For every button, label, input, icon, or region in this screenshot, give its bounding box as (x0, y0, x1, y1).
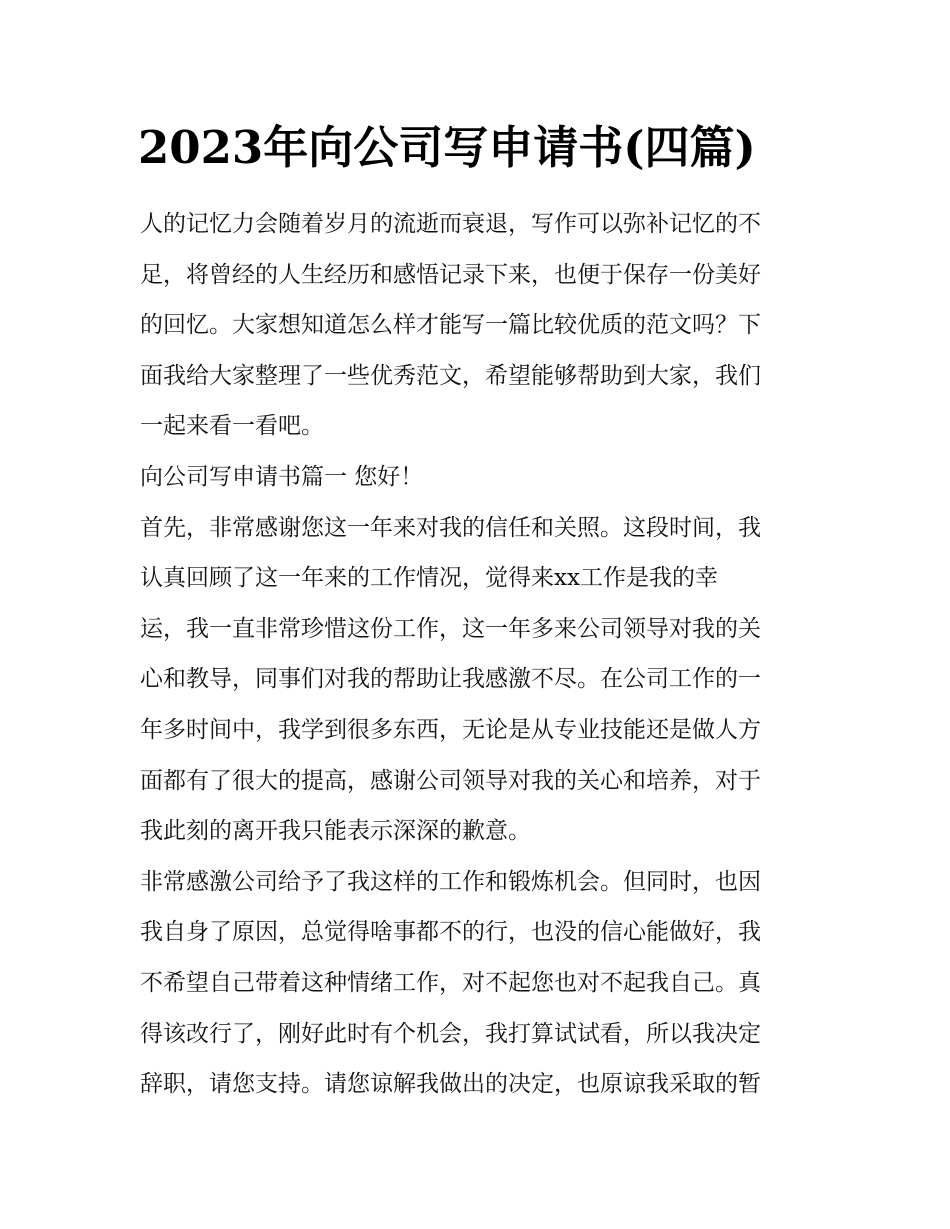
text-line: 面都有了很大的提高，感谢公司领导对我的关心和培养，对于 (140, 767, 761, 794)
text-line: 得该改行了，刚好此时有个机会，我打算试试看，所以我决定 (140, 1020, 761, 1047)
text-line: 我此刻的离开我只能表示深深的歉意。 (140, 818, 531, 845)
text-line: 年多时间中，我学到很多东西，无论是从专业技能还是做人方 (140, 716, 761, 743)
text-line: 首先，非常感谢您这一年来对我的信任和关照。这段时间，我 (140, 514, 761, 541)
section-heading-line: 向公司写申请书篇一 您好！ (140, 463, 424, 490)
text-line: 一起来看一看吧。 (140, 413, 324, 440)
document-body (140, 199, 820, 1110)
text-line: 足，将曾经的人生经历和感悟记录下来，也便于保存一份美好 (140, 261, 761, 288)
text-line: 不希望自己带着这种情绪工作，对不起您也对不起我自己。真 (140, 969, 761, 996)
text-line: 我自身了原因，总觉得啥事都不的行，也没的信心能做好，我 (140, 919, 761, 946)
text-line: 非常感激公司给予了我这样的工作和锻炼机会。但同时，也因 (140, 868, 761, 895)
text-line: 的回忆。大家想知道怎么样才能写一篇比较优质的范文吗？下 (140, 312, 761, 339)
document-title: 2023年向公司写申请书(四篇) (138, 121, 756, 174)
text-line: 认真回顾了这一年来的工作情况，觉得来xx工作是我的幸 (140, 565, 718, 592)
text-line: 面我给大家整理了一些优秀范文，希望能够帮助到大家，我们 (140, 362, 761, 389)
text-line: 人的记忆力会随着岁月的流逝而衰退，写作可以弥补记忆的不 (140, 211, 761, 237)
text-line: 运，我一直非常珍惜这份工作，这一年多来公司领导对我的关 (140, 615, 761, 642)
text-line: 辞职，请您支持。请您谅解我做出的决定，也原谅我采取的暂 (140, 1071, 761, 1098)
text-line: 心和教导，同事们对我的帮助让我感激不尽。在公司工作的一 (140, 666, 761, 693)
